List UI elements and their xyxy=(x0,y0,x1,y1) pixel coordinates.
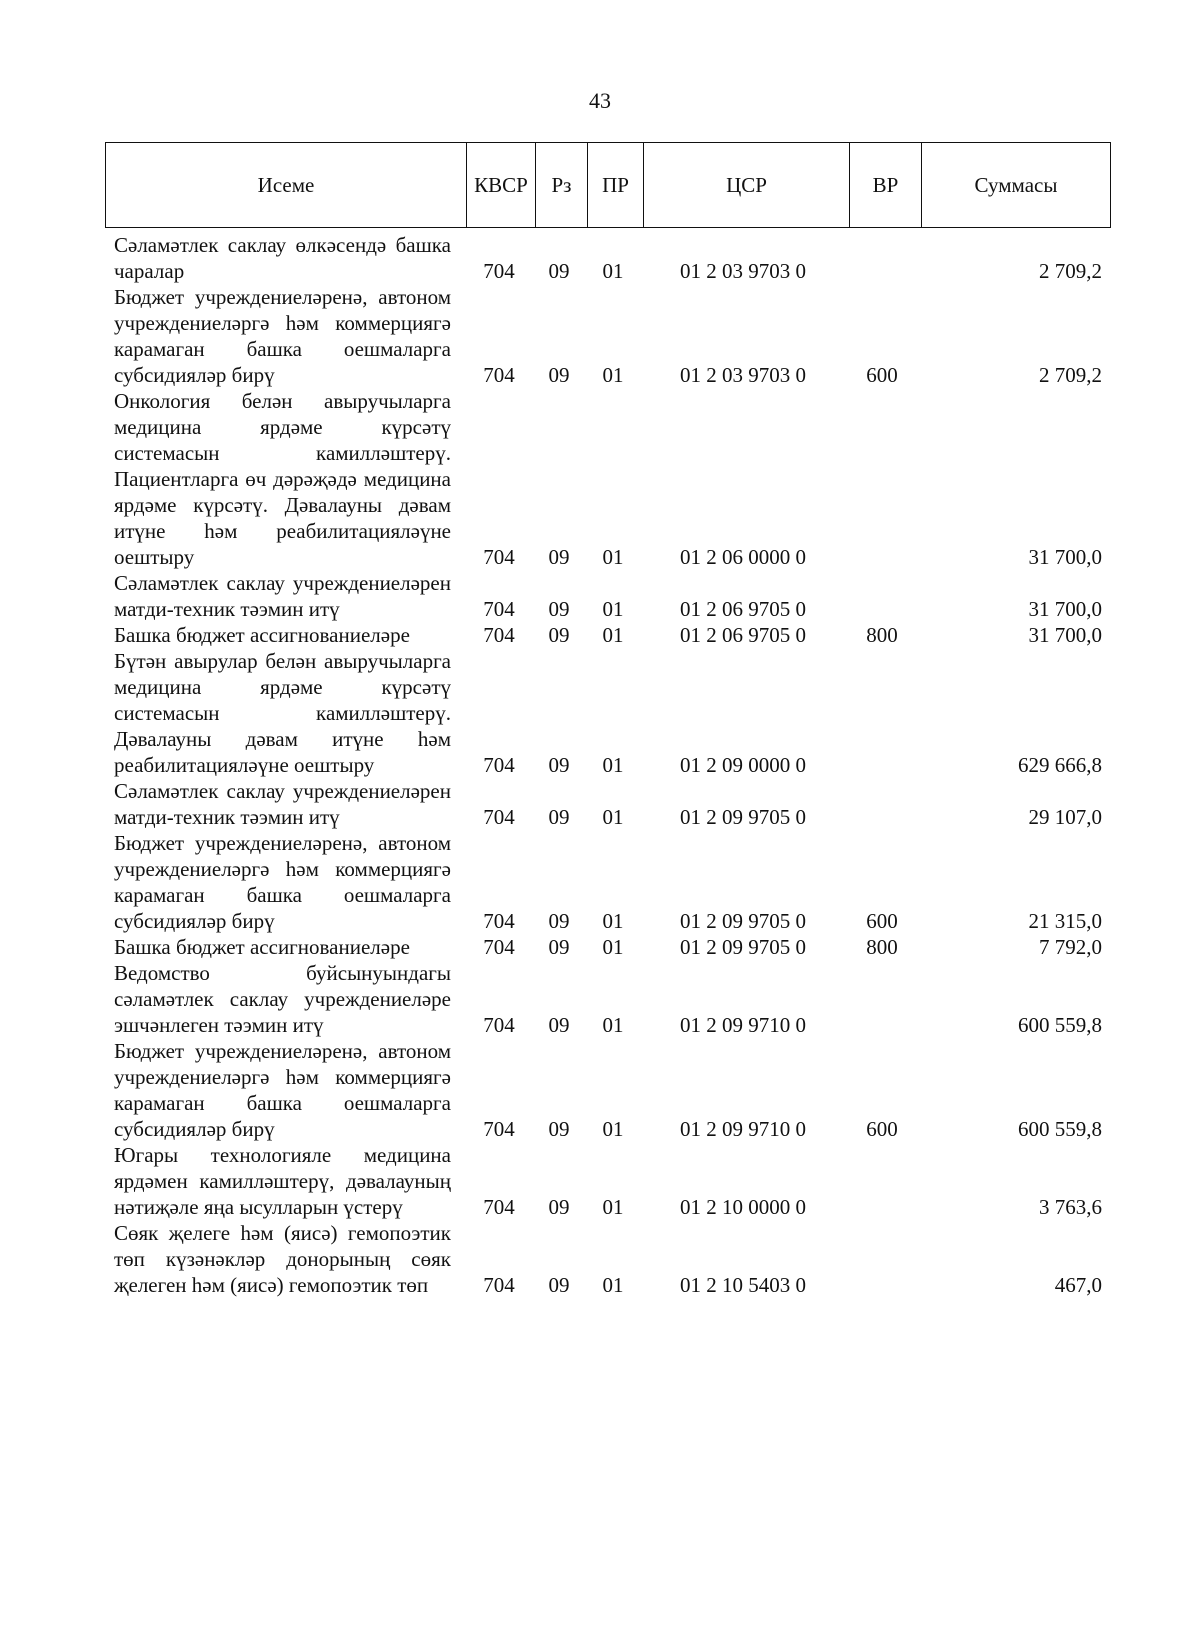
header-name: Исеме xyxy=(106,143,467,227)
row-csr: 01 2 03 9703 0 xyxy=(680,259,806,283)
row-vr: 800 xyxy=(866,623,898,647)
row-name: Онкология белән авыручыларга медицина ярдәме күрсәтү системасын камилләштерү. Пациентларга өч дәрәҗәдә медицина ярдәме күрсәтү. Дәвалауны дәвам итүне һәм реабилитацияләүне оештыру xyxy=(114,389,451,569)
row-pr: 01 xyxy=(602,597,624,621)
row-vr: 600 xyxy=(866,909,898,933)
row-name: Сөяк җелеге һәм (яисә) гемопоэтик төп күзәнәкләр донорының сөяк җелеген һәм (яисә) гемопоэтик төп xyxy=(114,1221,451,1297)
row-pr: 01 xyxy=(602,545,624,569)
row-name: Югары технологияле медицина ярдәмен камилләштерү, дәвалауның нәтиҗәле яңа ысулларын үстерү xyxy=(114,1143,451,1219)
table-header xyxy=(105,142,1111,228)
row-rz: 09 xyxy=(548,1013,570,1037)
table-row xyxy=(114,570,1104,622)
row-pr: 01 xyxy=(602,1013,624,1037)
header-vr: ВР xyxy=(850,143,922,227)
row-sum: 629 666,8 xyxy=(1018,753,1102,777)
header-csr: ЦСР xyxy=(644,143,850,227)
row-rz: 09 xyxy=(548,805,570,829)
table-row xyxy=(114,830,1104,934)
table-row xyxy=(114,960,1104,1038)
row-csr: 01 2 10 0000 0 xyxy=(680,1195,806,1219)
row-sum: 2 709,2 xyxy=(1039,363,1102,387)
row-csr: 01 2 09 9705 0 xyxy=(680,935,806,959)
row-name: Ведомство буйсынуындагы сәламәтлек саклау учреждениеләре эшчәнлеген тәэмин итү xyxy=(114,961,451,1037)
table-row xyxy=(114,778,1104,830)
row-pr: 01 xyxy=(602,363,624,387)
row-sum: 2 709,2 xyxy=(1039,259,1102,283)
row-sum: 7 792,0 xyxy=(1039,935,1102,959)
row-sum: 31 700,0 xyxy=(1028,545,1102,569)
row-pr: 01 xyxy=(602,1195,624,1219)
row-kvsr: 704 xyxy=(483,259,515,283)
row-rz: 09 xyxy=(548,935,570,959)
row-pr: 01 xyxy=(602,623,624,647)
row-csr: 01 2 09 0000 0 xyxy=(680,753,806,777)
row-kvsr: 704 xyxy=(483,1195,515,1219)
row-kvsr: 704 xyxy=(483,805,515,829)
row-name: Бюджет учреждениеләренә, автоном учреждениеләргә һәм коммерциягә карамаган башка оешмаларга субсидияләр бирү xyxy=(114,285,451,387)
row-name: Бюджет учреждениеләренә, автоном учреждениеләргә һәм коммерциягә карамаган башка оешмаларга субсидияләр бирү xyxy=(114,831,451,933)
row-kvsr: 704 xyxy=(483,363,515,387)
row-rz: 09 xyxy=(548,1117,570,1141)
row-pr: 01 xyxy=(602,259,624,283)
row-pr: 01 xyxy=(602,1273,624,1297)
row-name: Башка бюджет ассигнованиеләре xyxy=(114,623,410,647)
row-kvsr: 704 xyxy=(483,545,515,569)
table-row xyxy=(114,232,1104,284)
row-pr: 01 xyxy=(602,753,624,777)
header-sum: Суммасы xyxy=(974,173,1058,197)
table-row xyxy=(114,934,1104,960)
row-kvsr: 704 xyxy=(483,623,515,647)
row-sum: 467,0 xyxy=(1054,1273,1102,1297)
row-rz: 09 xyxy=(548,623,570,647)
row-rz: 09 xyxy=(548,597,570,621)
row-pr: 01 xyxy=(602,805,624,829)
row-name: Бүтән авырулар белән авыручыларга медицина ярдәме күрсәтү системасын камилләштерү. Дәвалауны дәвам итүне һәм реабилитацияләүне оештыру xyxy=(114,649,451,777)
table-row xyxy=(114,1220,1104,1298)
row-csr: 01 2 09 9705 0 xyxy=(680,805,806,829)
header-pr: ПР xyxy=(588,143,644,227)
table-row xyxy=(114,648,1104,778)
row-csr: 01 2 09 9710 0 xyxy=(680,1117,806,1141)
row-kvsr: 704 xyxy=(483,753,515,777)
table-row xyxy=(114,388,1104,570)
row-rz: 09 xyxy=(548,363,570,387)
row-rz: 09 xyxy=(548,753,570,777)
row-sum: 31 700,0 xyxy=(1028,623,1102,647)
row-kvsr: 704 xyxy=(483,909,515,933)
row-vr: 800 xyxy=(866,935,898,959)
row-rz: 09 xyxy=(548,259,570,283)
row-rz: 09 xyxy=(548,1273,570,1297)
row-pr: 01 xyxy=(602,935,624,959)
row-csr: 01 2 09 9710 0 xyxy=(680,1013,806,1037)
row-csr: 01 2 03 9703 0 xyxy=(680,363,806,387)
table-row xyxy=(114,1142,1104,1220)
row-pr: 01 xyxy=(602,1117,624,1141)
row-name: Сәламәтлек саклау учреждениеләрен матди-техник тәэмин итү xyxy=(114,571,451,621)
row-vr: 600 xyxy=(866,1117,898,1141)
row-sum: 29 107,0 xyxy=(1028,805,1102,829)
table-row xyxy=(114,284,1104,388)
row-name: Сәламәтлек саклау учреждениеләрен матди-техник тәэмин итү xyxy=(114,779,451,829)
row-name: Бюджет учреждениеләренә, автоном учреждениеләргә һәм коммерциягә карамаган башка оешмаларга субсидияләр бирү xyxy=(114,1039,451,1141)
row-sum: 31 700,0 xyxy=(1028,597,1102,621)
row-rz: 09 xyxy=(548,545,570,569)
row-name: Сәламәтлек саклау өлкәсендә башка чаралар xyxy=(114,233,451,283)
row-kvsr: 704 xyxy=(483,1117,515,1141)
row-name: Башка бюджет ассигнованиеләре xyxy=(114,935,410,959)
table-body xyxy=(114,232,1104,1298)
row-kvsr: 704 xyxy=(483,1013,515,1037)
row-rz: 09 xyxy=(548,909,570,933)
row-csr: 01 2 06 9705 0 xyxy=(680,623,806,647)
row-vr: 600 xyxy=(866,363,898,387)
page-number: 43 xyxy=(589,88,611,113)
row-sum: 600 559,8 xyxy=(1018,1117,1102,1141)
row-sum: 21 315,0 xyxy=(1028,909,1102,933)
row-csr: 01 2 10 5403 0 xyxy=(680,1273,806,1297)
row-csr: 01 2 06 9705 0 xyxy=(680,597,806,621)
header-kvsr: КВСР xyxy=(467,143,536,227)
row-rz: 09 xyxy=(548,1195,570,1219)
row-csr: 01 2 06 0000 0 xyxy=(680,545,806,569)
row-kvsr: 704 xyxy=(483,597,515,621)
header-rz: Рз xyxy=(536,143,588,227)
table-row xyxy=(114,622,1104,648)
row-kvsr: 704 xyxy=(483,935,515,959)
table-row xyxy=(114,1038,1104,1142)
row-sum: 600 559,8 xyxy=(1018,1013,1102,1037)
row-pr: 01 xyxy=(602,909,624,933)
row-sum: 3 763,6 xyxy=(1039,1195,1102,1219)
row-kvsr: 704 xyxy=(483,1273,515,1297)
row-csr: 01 2 09 9705 0 xyxy=(680,909,806,933)
